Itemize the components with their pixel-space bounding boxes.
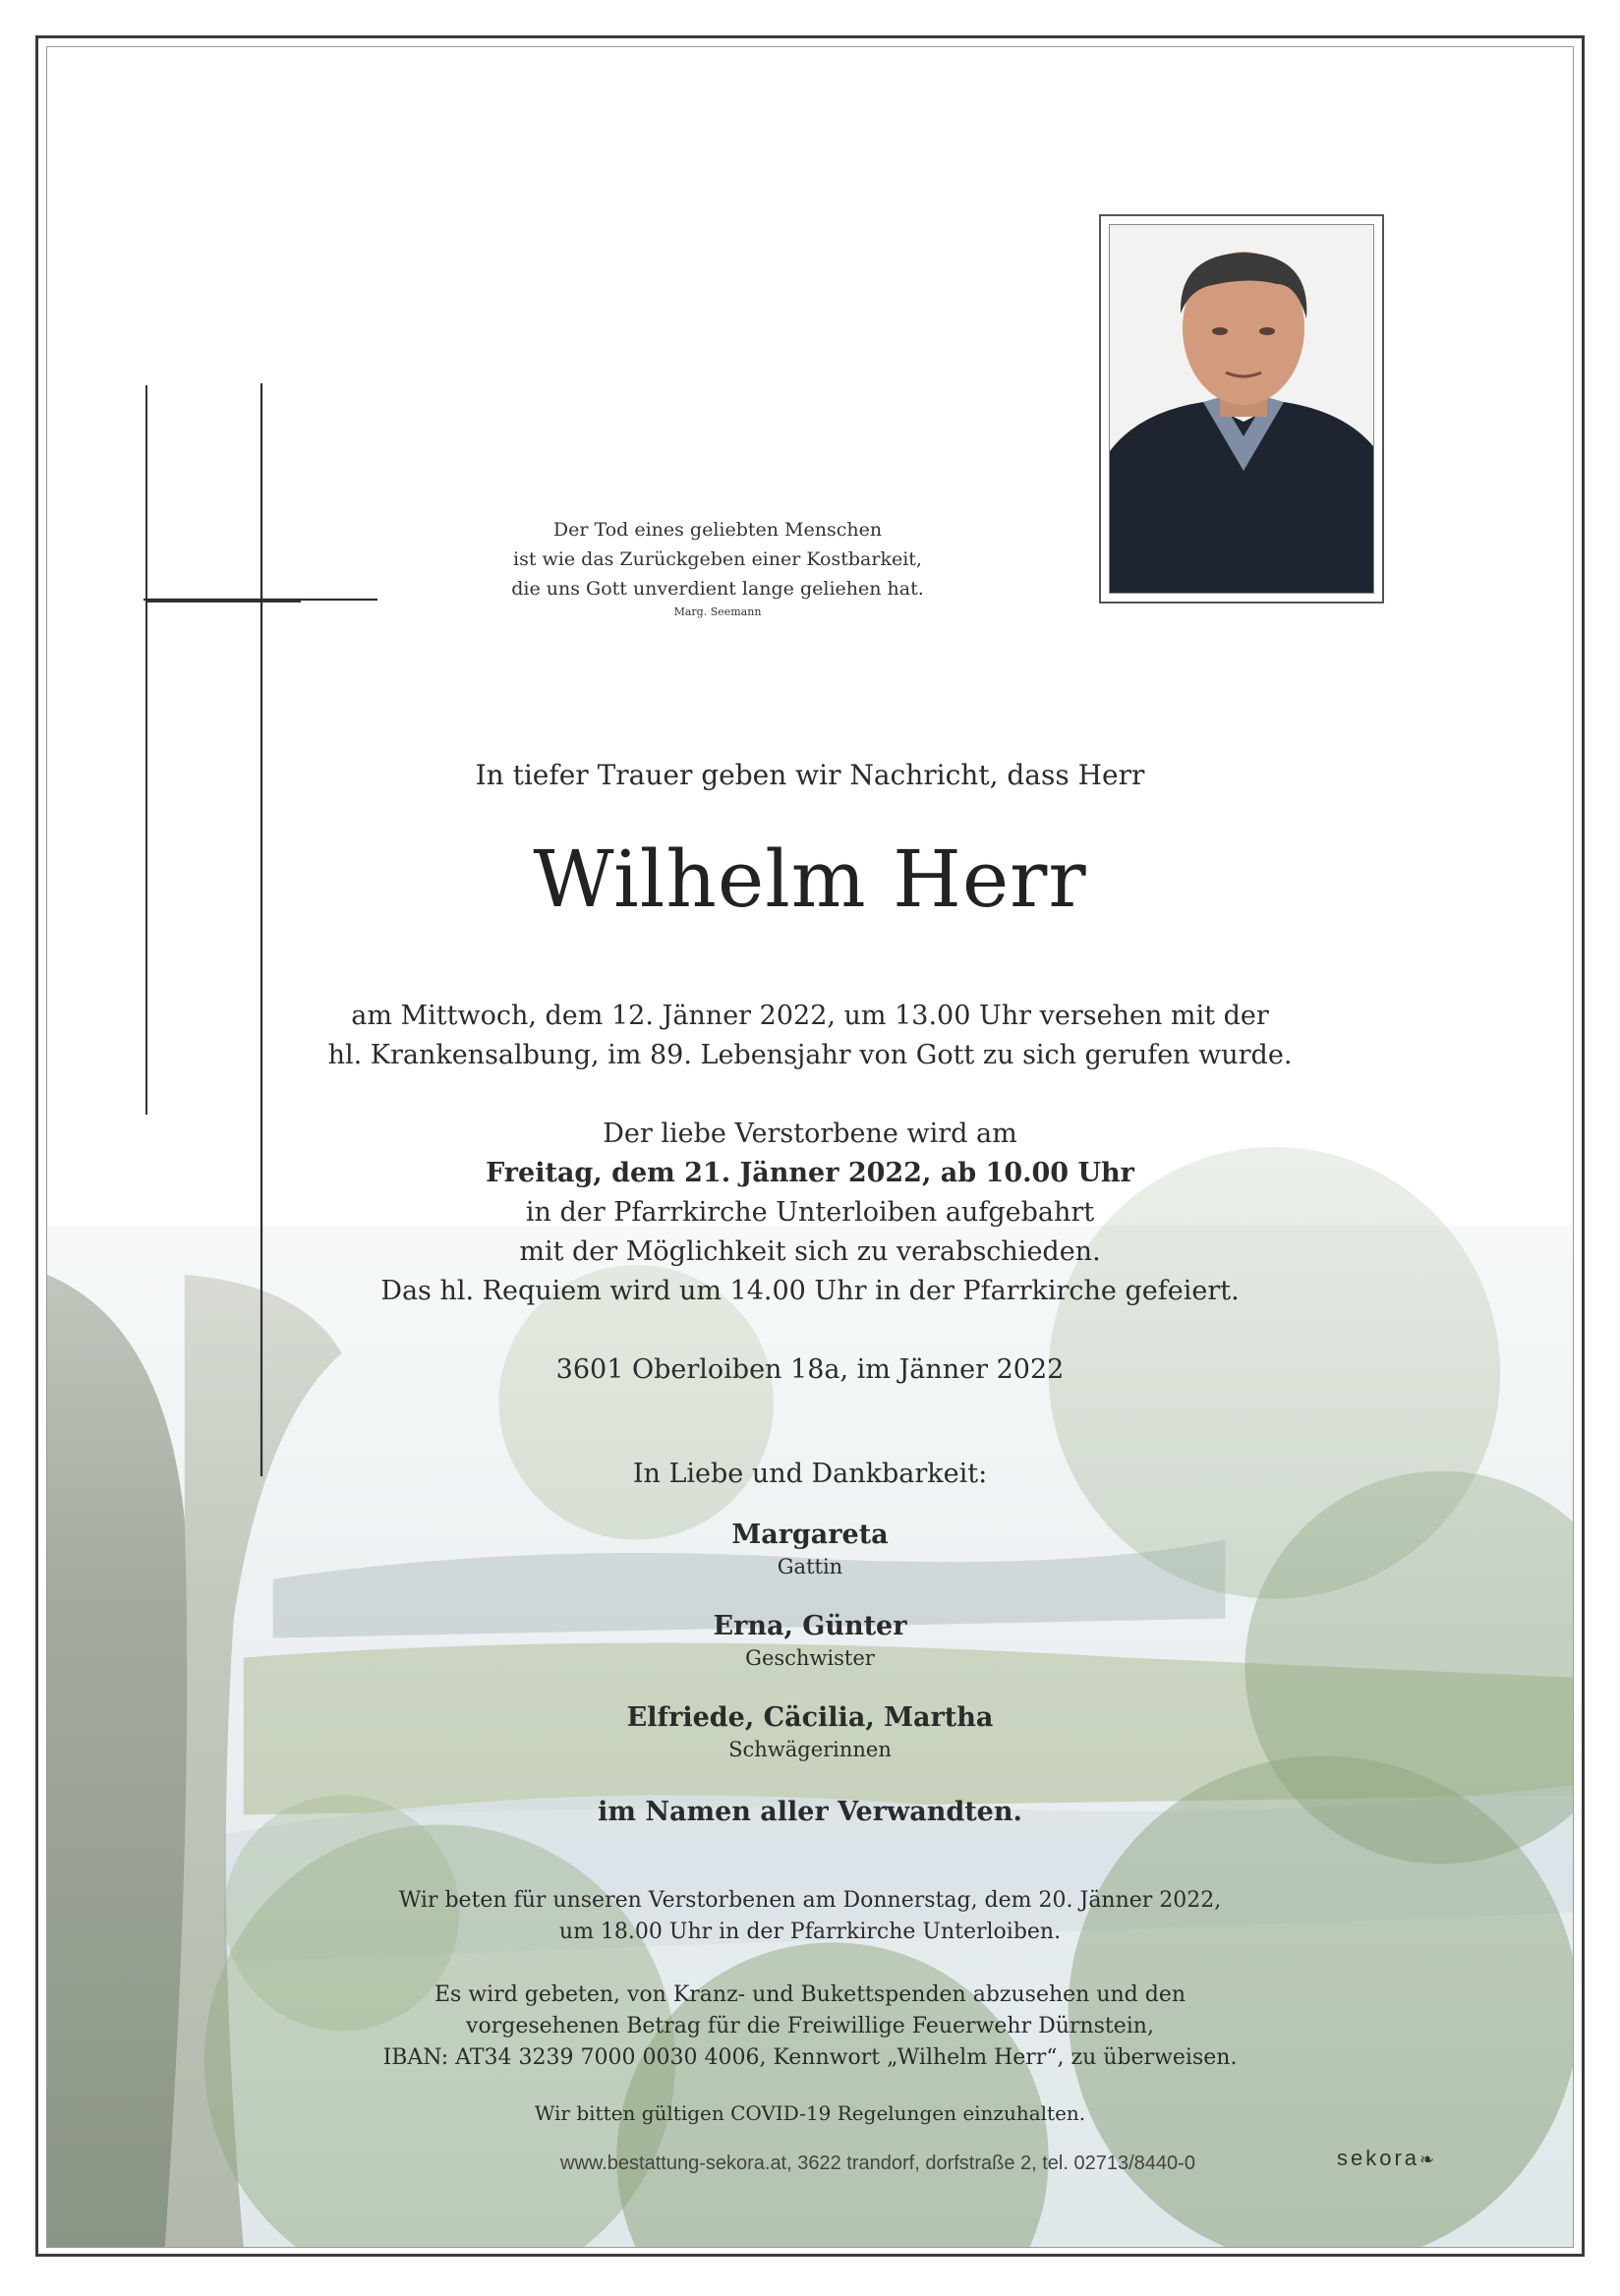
donation-info [0, 1980, 1620, 2074]
relative-role: Geschwister [745, 1646, 875, 1670]
thanks-heading: In Liebe und Dankbarkeit: [632, 1459, 988, 1489]
death-notice [0, 997, 1620, 1075]
viewing-line: Der liebe Verstorbene wird am [603, 1119, 1017, 1149]
quote-line: ist wie das Zurückgeben einer Kostbarkeit, [513, 548, 922, 570]
relative-role: Gattin [777, 1555, 843, 1578]
footer-contact: www.bestattung-sekora.at, 3622 trandorf, dorfstraße 2, tel. 02713/8440-0 [560, 2152, 1195, 2174]
relative-names: Margareta [731, 1520, 889, 1550]
relative-group [0, 1700, 1620, 1763]
viewing-line: mit der Möglichkeit sich zu verabschieden. [519, 1236, 1101, 1267]
death-notice-line: am Mittwoch, dem 12. Jänner 2022, um 13.00 Uhr versehen mit der [351, 1001, 1269, 1031]
viewing-line: in der Pfarrkirche Unterloiben aufgebahrt [525, 1197, 1095, 1228]
donation-line: IBAN: AT34 3239 7000 0030 4006, Kennwort „Wilhelm Herr“, zu überweisen. [382, 2045, 1238, 2070]
portrait-image [1110, 225, 1374, 594]
quote-line: die uns Gott unverdient lange geliehen hat. [511, 578, 924, 600]
deceased-name: Wilhelm Herr [533, 833, 1087, 925]
donation-line: vorgesehenen Betrag für die Freiwillige Feuerwehr Dürnstein, [466, 2014, 1154, 2038]
portrait-photo-frame [1099, 214, 1384, 603]
intro-text: In tiefer Trauer geben wir Nachricht, dass Herr [475, 759, 1145, 791]
leaf-icon: ❧ [1419, 2150, 1438, 2169]
sekora-logo [1337, 2146, 1437, 2171]
quote [492, 515, 944, 621]
portrait-photo [1109, 224, 1374, 594]
logo-text: sekora [1337, 2146, 1420, 2170]
quote-line: Der Tod eines geliebten Menschen [552, 519, 883, 541]
viewing-info [0, 1115, 1620, 1311]
relative-role: Schwägerinnen [728, 1738, 892, 1761]
viewing-date: Freitag, dem 21. Jänner 2022, ab 10.00 Uhr [486, 1158, 1134, 1188]
relative-names: Erna, Günter [713, 1611, 907, 1641]
prayer-line: Wir beten für unseren Verstorbenen am Donnerstag, dem 20. Jänner 2022, [398, 1888, 1222, 1913]
place-date: 3601 Oberloiben 18a, im Jänner 2022 [555, 1354, 1065, 1385]
cross-bar [47, 47, 48, 48]
viewing-line: Das hl. Requiem wird um 14.00 Uhr in der Pfarrkirche gefeiert. [380, 1276, 1240, 1306]
prayer-line: um 18.00 Uhr in der Pfarrkirche Unterloiben. [558, 1920, 1062, 1944]
all-relatives: im Namen aller Verwandten. [598, 1797, 1022, 1827]
death-notice-line: hl. Krankensalbung, im 89. Lebensjahr von Gott zu sich gerufen wurde. [327, 1040, 1293, 1070]
relative-names: Elfriede, Cäcilia, Martha [626, 1702, 994, 1733]
prayer-info [0, 1885, 1620, 1948]
cross-icon [144, 383, 379, 1476]
relative-group [0, 1609, 1620, 1672]
donation-line: Es wird gebeten, von Kranz- und Bukettspenden abzusehen und den [434, 1982, 1186, 2007]
quote-author: Marg. Seemann [673, 605, 762, 618]
covid-note: Wir bitten gültigen COVID-19 Regelungen einzuhalten. [534, 2101, 1086, 2125]
relative-group [0, 1518, 1620, 1580]
